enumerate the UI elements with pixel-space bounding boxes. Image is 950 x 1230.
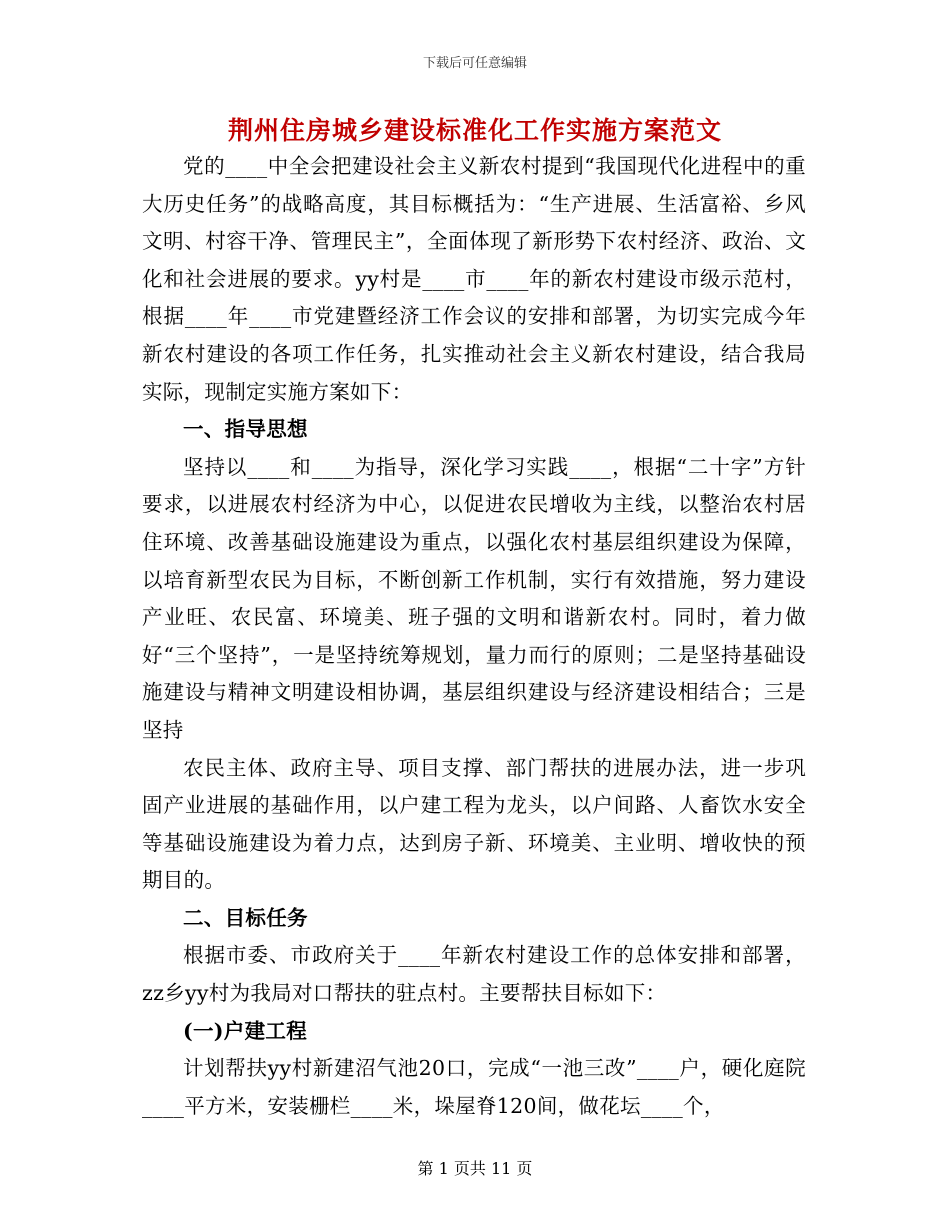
section-heading-goals: 二、目标任务 — [183, 905, 308, 930]
subsection-heading-household-project: (一)户建工程 — [183, 1018, 307, 1043]
page-number: 第 1 页共 11 页 — [417, 1159, 533, 1178]
paragraph-farmer-subject: 农民主体、政府主导、项目支撑、部门帮扶的进展办法，进一步巩固产业进展的基础作用，以户建工程为龙头，以户间路、人畜饮水安全等基础设施建设为着力点，达到房子新、环境美、主业明、增收快的预期目的。 — [142, 755, 806, 893]
document-title: 荆州住房城乡建设标准化工作实施方案范文 — [227, 116, 722, 145]
document-body — [142, 148, 806, 1125]
paragraph-goals: 根据市委、市政府关于____年新农村建设工作的总体安排和部署，zz乡yy村为我局对口帮扶的驻点村。主要帮扶目标如下： — [142, 943, 806, 1006]
paragraph-intro: 党的____中全会把建设社会主义新农村提到“我国现代化进程中的重大历史任务”的战略高度，其目标概括为：“生产进展、生活富裕、乡风文明、村容干净、管理民主”，全面体现了新形势下农村经济、政治、文化和社会进展的要求。yy村是____市____年的新农村建设市级示范村，根据____年____市党建暨经济工作会议的安排和部署，为切实完成今年新农村建设的各项工作任务，扎实推动社会主义新农村建设，结合我局实际，现制定实施方案如下： — [142, 154, 806, 404]
section-heading-guiding-ideology: 一、指导思想 — [183, 417, 308, 442]
header-note: 下载后可任意编辑 — [422, 56, 527, 71]
paragraph-guiding-ideology: 坚持以____和____为指导，深化学习实践____，根据“二十字”方针要求，以进展农村经济为中心，以促进农民增收为主线，以整治农村居住环境、改善基础设施建设为重点，以强化农村基层组织建设为保障，以培育新型农民为目标，不断创新工作机制，实行有效措施，努力建设产业旺、农民富、环境美、班子强的文明和谐新农村。同时，着力做好“三个坚持”，一是坚持统筹规划，量力而行的原则；二是坚持基础设施建设与精神文明建设相协调，基层组织建设与经济建设相结合；三是坚持 — [142, 454, 806, 742]
paragraph-household-project: 计划帮扶yy村新建沼气池20口，完成“一池三改”____户，硬化庭院____平方米，安装栅栏____米，垛屋脊120间，做花坛____个， — [142, 1056, 806, 1118]
